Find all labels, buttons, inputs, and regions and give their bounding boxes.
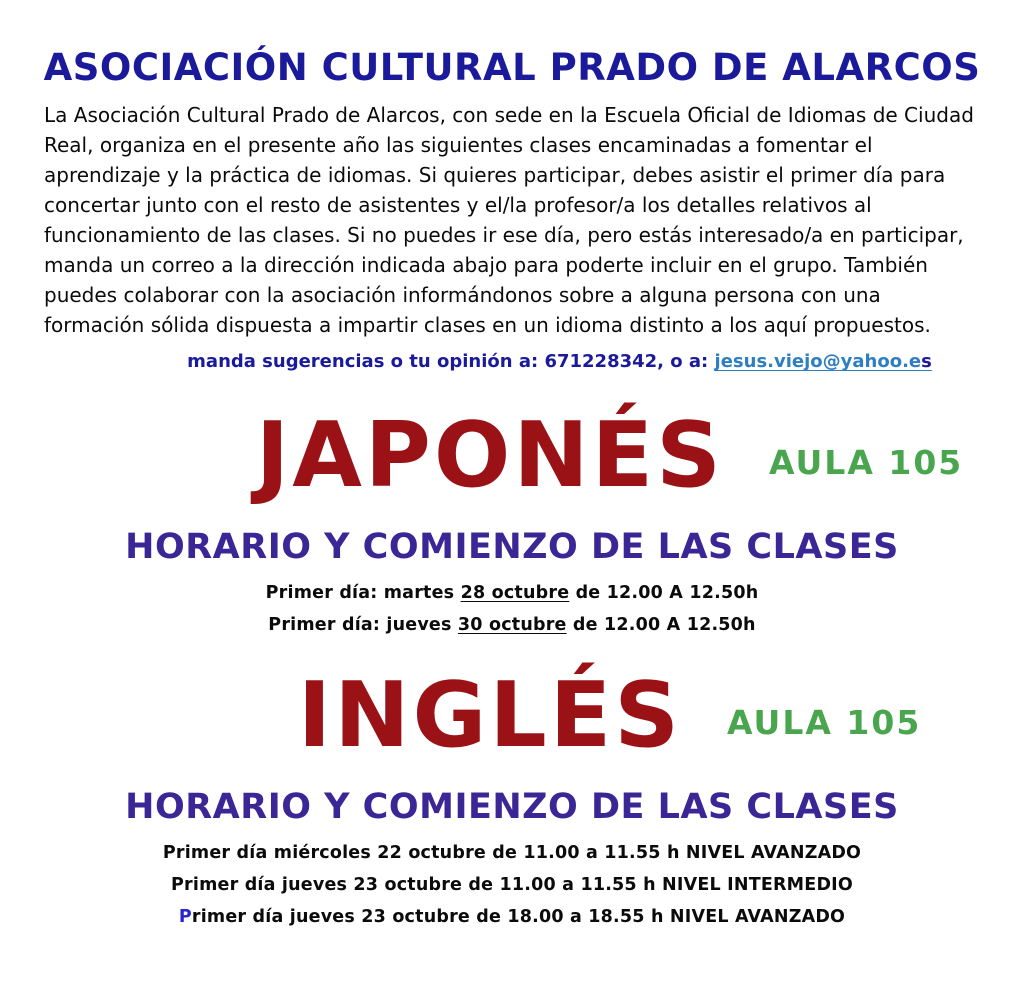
contact-line: [0, 349, 1024, 375]
schedule-date-underlined: 28 octubre: [460, 583, 570, 604]
ingles-schedule-list: [0, 837, 1024, 933]
japones-language-title: JAPONÉS: [255, 403, 724, 509]
ingles-room-label: AULA 105: [727, 703, 922, 743]
schedule-text: Primer día jueves 23 octubre de 11.00 a 11.55 h NIVEL INTERMEDIO: [171, 875, 853, 896]
schedule-text: Primer día miércoles 22 octubre de 11.00 a 11.55 h NIVEL AVANZADO: [162, 843, 862, 864]
ingles-schedule-line-1: [0, 837, 1024, 869]
japones-schedule-line-2: [0, 609, 1024, 641]
email-link-tail: s: [921, 351, 932, 373]
schedule-text: Primer día: jueves: [268, 615, 458, 636]
ingles-schedule-line-3: [0, 901, 1024, 933]
schedule-text: de 12.00 A 12.50h: [569, 583, 759, 604]
japones-section: [0, 403, 1024, 641]
schedule-text: rimer día jueves 23 octubre de 18.00 a 18.55 h NIVEL AVANZADO: [191, 907, 846, 928]
page-title: ASOCIACIÓN CULTURAL PRADO DE ALARCOS: [43, 46, 981, 89]
japones-title-row: [0, 403, 1024, 509]
email-link-text: jesus.viejo@yahoo.e: [714, 351, 922, 373]
schedule-text: Primer día: martes: [265, 583, 461, 604]
ingles-schedule-heading: HORARIO Y COMIENZO DE LAS CLASES: [125, 787, 899, 828]
japones-schedule-list: [0, 577, 1024, 641]
schedule-blue-initial: P: [178, 907, 192, 928]
japones-room-label: AULA 105: [768, 443, 964, 483]
japones-schedule-heading: HORARIO Y COMIENZO DE LAS CLASES: [125, 527, 899, 568]
ingles-title-row: [0, 663, 1024, 769]
ingles-schedule-line-2: [0, 869, 1024, 901]
intro-paragraph: La Asociación Cultural Prado de Alarcos, con sede en la Escuela Oficial de Idiomas de Ciudad Real, organiza en el presente año las siguientes clases encaminadas a fomentar el aprendizaje y la práctica de idiomas. Si quieres participar, debes asistir el primer día para concertar junto con el resto de asistentes y el/la profesor/a los detalles relativos al funcionamiento de las clases. Si no puedes ir ese día, pero estás interesado/a en participar, manda un correo a la dirección indicada abajo para poderte incluir en el grupo. También puedes colaborar con la asociación informándonos sobre a alguna persona con una formación sólida dispuesta a impartir clases en un idioma distinto a los aquí propuestos.: [44, 103, 974, 338]
email-link[interactable]: [715, 351, 932, 372]
japones-schedule-line-1: [0, 577, 1024, 609]
ingles-language-title: INGLÉS: [297, 663, 683, 769]
ingles-section: [0, 663, 1024, 933]
contact-text: manda sugerencias o tu opinión a: 671228342, o a:: [187, 351, 715, 373]
schedule-date-underlined: 30 octubre: [457, 615, 567, 636]
schedule-text: de 12.00 A 12.50h: [566, 615, 756, 636]
